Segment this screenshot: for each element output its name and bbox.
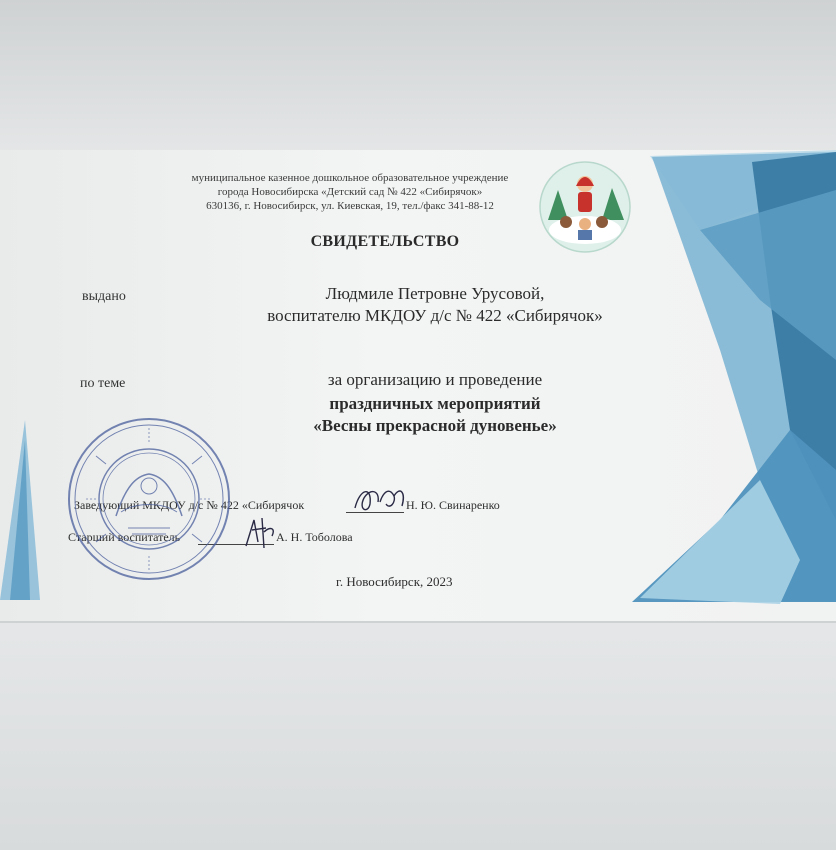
topic-line2: праздничных мероприятий [329,394,541,413]
issued-label: выдано [82,289,126,304]
topic-line1: за организацию и проведение [327,370,543,389]
topic-line3: «Весны прекрасной дуновенье» [313,416,557,435]
footer-city-year: г. Новосибирск, 2023 [336,574,453,589]
official-stamp [66,416,232,582]
org-name-line1: муниципальное казенное дошкольное образовательное учреждение [191,172,509,184]
head-name: Н. Ю. Свинаренко [406,498,500,512]
org-name-line2: города Новосибирска «Детский сад № 422 «Сибирячок» [217,186,483,198]
topic-label: по теме [80,376,126,391]
senior-signature [240,512,280,552]
document-title: СВИДЕТЕЛЬСТВО [310,233,460,250]
org-address: 630136, г. Новосибирск, ул. Киевская, 19, тел./факс 341-88-12 [206,200,494,212]
senior-role: Старший воспитатель [68,530,181,544]
recipient-position: воспитателю МКДОУ д/с № 422 «Сибирячок» [267,306,603,325]
senior-name: А. Н. Тоболова [276,530,353,544]
head-signature [350,480,410,520]
head-role: Заведующий МКДОУ д/с № 422 «Сибирячок [74,498,305,512]
recipient-name: Людмиле Петровне Урусовой, [325,284,545,303]
